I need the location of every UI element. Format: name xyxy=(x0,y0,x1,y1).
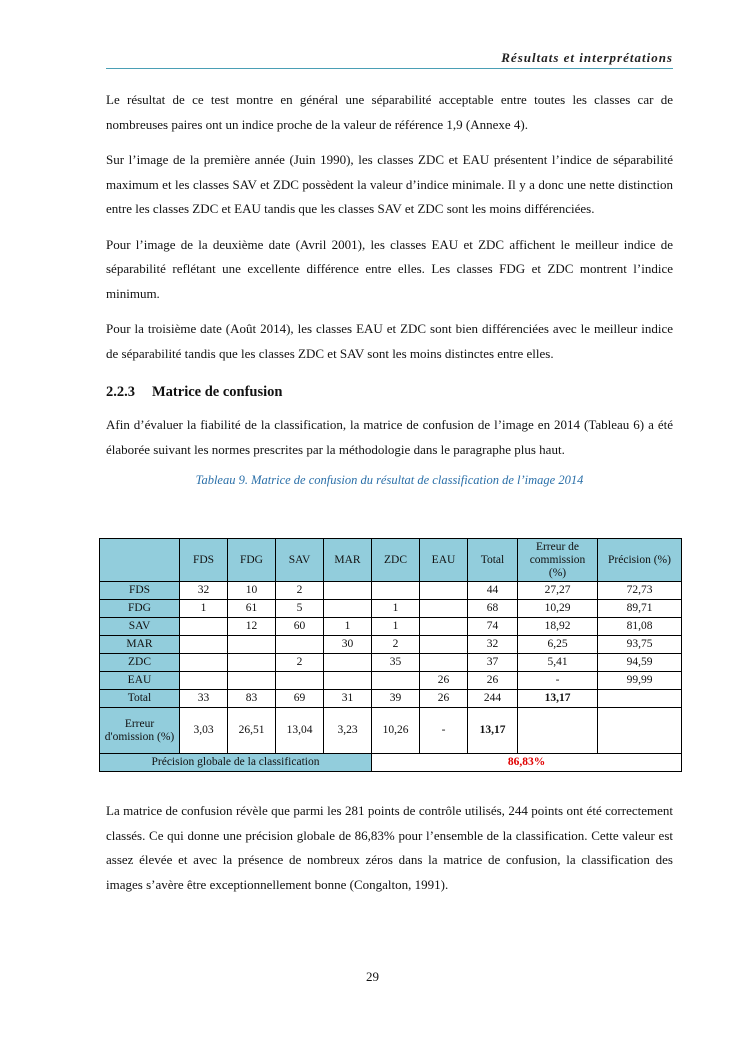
table-row xyxy=(100,600,682,618)
table-cell xyxy=(324,582,372,600)
table-cell xyxy=(372,672,420,690)
table-cell: - xyxy=(518,672,598,690)
section-heading xyxy=(106,384,673,401)
table-cell xyxy=(324,654,372,672)
table-cell: 31 xyxy=(324,690,372,708)
table-cell xyxy=(228,654,276,672)
table-cell: 1 xyxy=(180,600,228,618)
table-cell xyxy=(276,636,324,654)
table-cell xyxy=(228,672,276,690)
row-header: EAU xyxy=(100,672,180,690)
row-header: FDG xyxy=(100,600,180,618)
table-cell: 1 xyxy=(324,618,372,636)
table-cell: 69 xyxy=(276,690,324,708)
table-cell: 2 xyxy=(276,654,324,672)
table-cell xyxy=(420,600,468,618)
table-cell: 81,08 xyxy=(598,618,682,636)
row-header: FDS xyxy=(100,582,180,600)
table-cell: 26 xyxy=(468,672,518,690)
table-cell: 1 xyxy=(372,618,420,636)
table-cell xyxy=(180,636,228,654)
table-cell xyxy=(180,654,228,672)
column-header: SAV xyxy=(276,539,324,582)
table-cell xyxy=(324,672,372,690)
table-cell: 30 xyxy=(324,636,372,654)
table-cell xyxy=(420,636,468,654)
table-cell: 32 xyxy=(180,582,228,600)
column-header: EAU xyxy=(420,539,468,582)
table-cell xyxy=(324,600,372,618)
table-cell: 3,23 xyxy=(324,708,372,754)
column-header: Total xyxy=(468,539,518,582)
table-cell: 27,27 xyxy=(518,582,598,600)
table-cell: 68 xyxy=(468,600,518,618)
table-cell xyxy=(598,690,682,708)
paragraph: Sur l’image de la première année (Juin 1990), les classes ZDC et EAU présentent l’indice de séparabilité maximum et les classes SAV et ZDC possèdent la valeur d’indice minimale. Il y a donc une nette distinction entre les classes ZDC et EAU tandis que les classes SAV et ZDC sont les moins différenciées. xyxy=(106,152,673,216)
table-cell xyxy=(420,582,468,600)
table-cell: 26,51 xyxy=(228,708,276,754)
table-cell: 93,75 xyxy=(598,636,682,654)
table-cell: 61 xyxy=(228,600,276,618)
confusion-matrix-table xyxy=(99,538,682,772)
table-cell: 60 xyxy=(276,618,324,636)
table-row xyxy=(100,672,682,690)
table-cell xyxy=(276,672,324,690)
table-cell: 3,03 xyxy=(180,708,228,754)
table-cell: 13,04 xyxy=(276,708,324,754)
table-cell: 5 xyxy=(276,600,324,618)
table-cell: 6,25 xyxy=(518,636,598,654)
row-header: Total xyxy=(100,690,180,708)
table-cell: 32 xyxy=(468,636,518,654)
table-cell: 2 xyxy=(372,636,420,654)
table-cell: 99,99 xyxy=(598,672,682,690)
table-cell: 12 xyxy=(228,618,276,636)
table-cell: 10,29 xyxy=(518,600,598,618)
paragraph: Le résultat de ce test montre en général une séparabilité acceptable entre toutes les classes car de nombreuses paires ont un indice proche de la valeur de référence 1,9 (Annexe 4). xyxy=(106,92,673,132)
table-cell: 10,26 xyxy=(372,708,420,754)
table-cell: 74 xyxy=(468,618,518,636)
paragraph: Pour l’image de la deuxième date (Avril 2001), les classes EAU et ZDC affichent le meilleur indice de séparabilité reflétant une excellente différence entre elles. Les classes FDG et ZDC montrent l’indice minimum. xyxy=(106,236,673,301)
table-cell: 26 xyxy=(420,690,468,708)
table-cell: 10 xyxy=(228,582,276,600)
column-header: Précision (%) xyxy=(598,539,682,582)
table-row xyxy=(100,582,682,600)
table-cell: 94,59 xyxy=(598,654,682,672)
table-cell: 2 xyxy=(276,582,324,600)
paragraph: Afin d’évaluer la fiabilité de la classification, la matrice de confusion de l’image en 2014 (Tableau 6) a été élaborée suivant les normes prescrites par la méthodologie dans le paragraphe plus haut. xyxy=(106,417,673,457)
column-header: Erreur de commission (%) xyxy=(518,539,598,582)
table-cell xyxy=(420,618,468,636)
closing-text xyxy=(106,799,673,908)
table-cell xyxy=(180,618,228,636)
table-row xyxy=(100,618,682,636)
table-cell: - xyxy=(420,708,468,754)
table-cell: 33 xyxy=(180,690,228,708)
page-number: 29 xyxy=(366,969,379,984)
row-header: Erreur d'omission (%) xyxy=(100,708,180,754)
row-header: ZDC xyxy=(100,654,180,672)
column-header: ZDC xyxy=(372,539,420,582)
column-header: MAR xyxy=(324,539,372,582)
section-title: Matrice de confusion xyxy=(152,384,283,400)
running-header: Résultats et interprétations xyxy=(106,50,673,69)
section-number: 2.2.3 xyxy=(106,384,135,400)
table-cell: 18,92 xyxy=(518,618,598,636)
table-cell: 26 xyxy=(420,672,468,690)
table-cell: 37 xyxy=(468,654,518,672)
table-cell xyxy=(228,636,276,654)
table-cell xyxy=(180,672,228,690)
table-cell: 39 xyxy=(372,690,420,708)
column-header: FDS xyxy=(180,539,228,582)
table-row-total xyxy=(100,690,682,708)
table-cell xyxy=(372,582,420,600)
global-accuracy-value: 86,83% xyxy=(372,754,682,772)
table-row xyxy=(100,636,682,654)
table-cell xyxy=(518,708,598,754)
table-cell: 244 xyxy=(468,690,518,708)
table-row-omission xyxy=(100,708,682,754)
table-cell xyxy=(420,654,468,672)
table-cell: 1 xyxy=(372,600,420,618)
column-header: FDG xyxy=(228,539,276,582)
table-caption: Tableau 9. Matrice de confusion du résultat de classification de l’image 2014 xyxy=(195,473,584,487)
paragraph: La matrice de confusion révèle que parmi les 281 points de contrôle utilisés, 244 points ont été correctement classés. Ce qui donne une précision globale de 86,83% pour l’ensemble de la classification. Cette valeur est assez élevée et avec la présence de nombreux zéros dans la matrice de confusion, la classification des images s’avère être exceptionnellement bonne (Congalton, 1991). xyxy=(106,803,673,892)
table-header-row xyxy=(100,539,682,582)
row-header: MAR xyxy=(100,636,180,654)
table-cell: 89,71 xyxy=(598,600,682,618)
table-row-global xyxy=(100,754,682,772)
paragraph: Pour la troisième date (Août 2014), les classes EAU et ZDC sont bien différenciées avec le meilleur indice de séparabilité tandis que les classes ZDC et SAV sont les moins distinctes entre elles. xyxy=(106,321,673,361)
table-cell: 5,41 xyxy=(518,654,598,672)
table-cell: 44 xyxy=(468,582,518,600)
table-cell: 13,17 xyxy=(468,708,518,754)
row-header: SAV xyxy=(100,618,180,636)
table-cell: 13,17 xyxy=(518,690,598,708)
table-cell: 83 xyxy=(228,690,276,708)
corner-cell xyxy=(100,539,180,582)
table-cell: 35 xyxy=(372,654,420,672)
table-row xyxy=(100,654,682,672)
body-text xyxy=(106,88,673,496)
table-cell: 72,73 xyxy=(598,582,682,600)
global-accuracy-label: Précision globale de la classification xyxy=(100,754,372,772)
table-cell xyxy=(598,708,682,754)
